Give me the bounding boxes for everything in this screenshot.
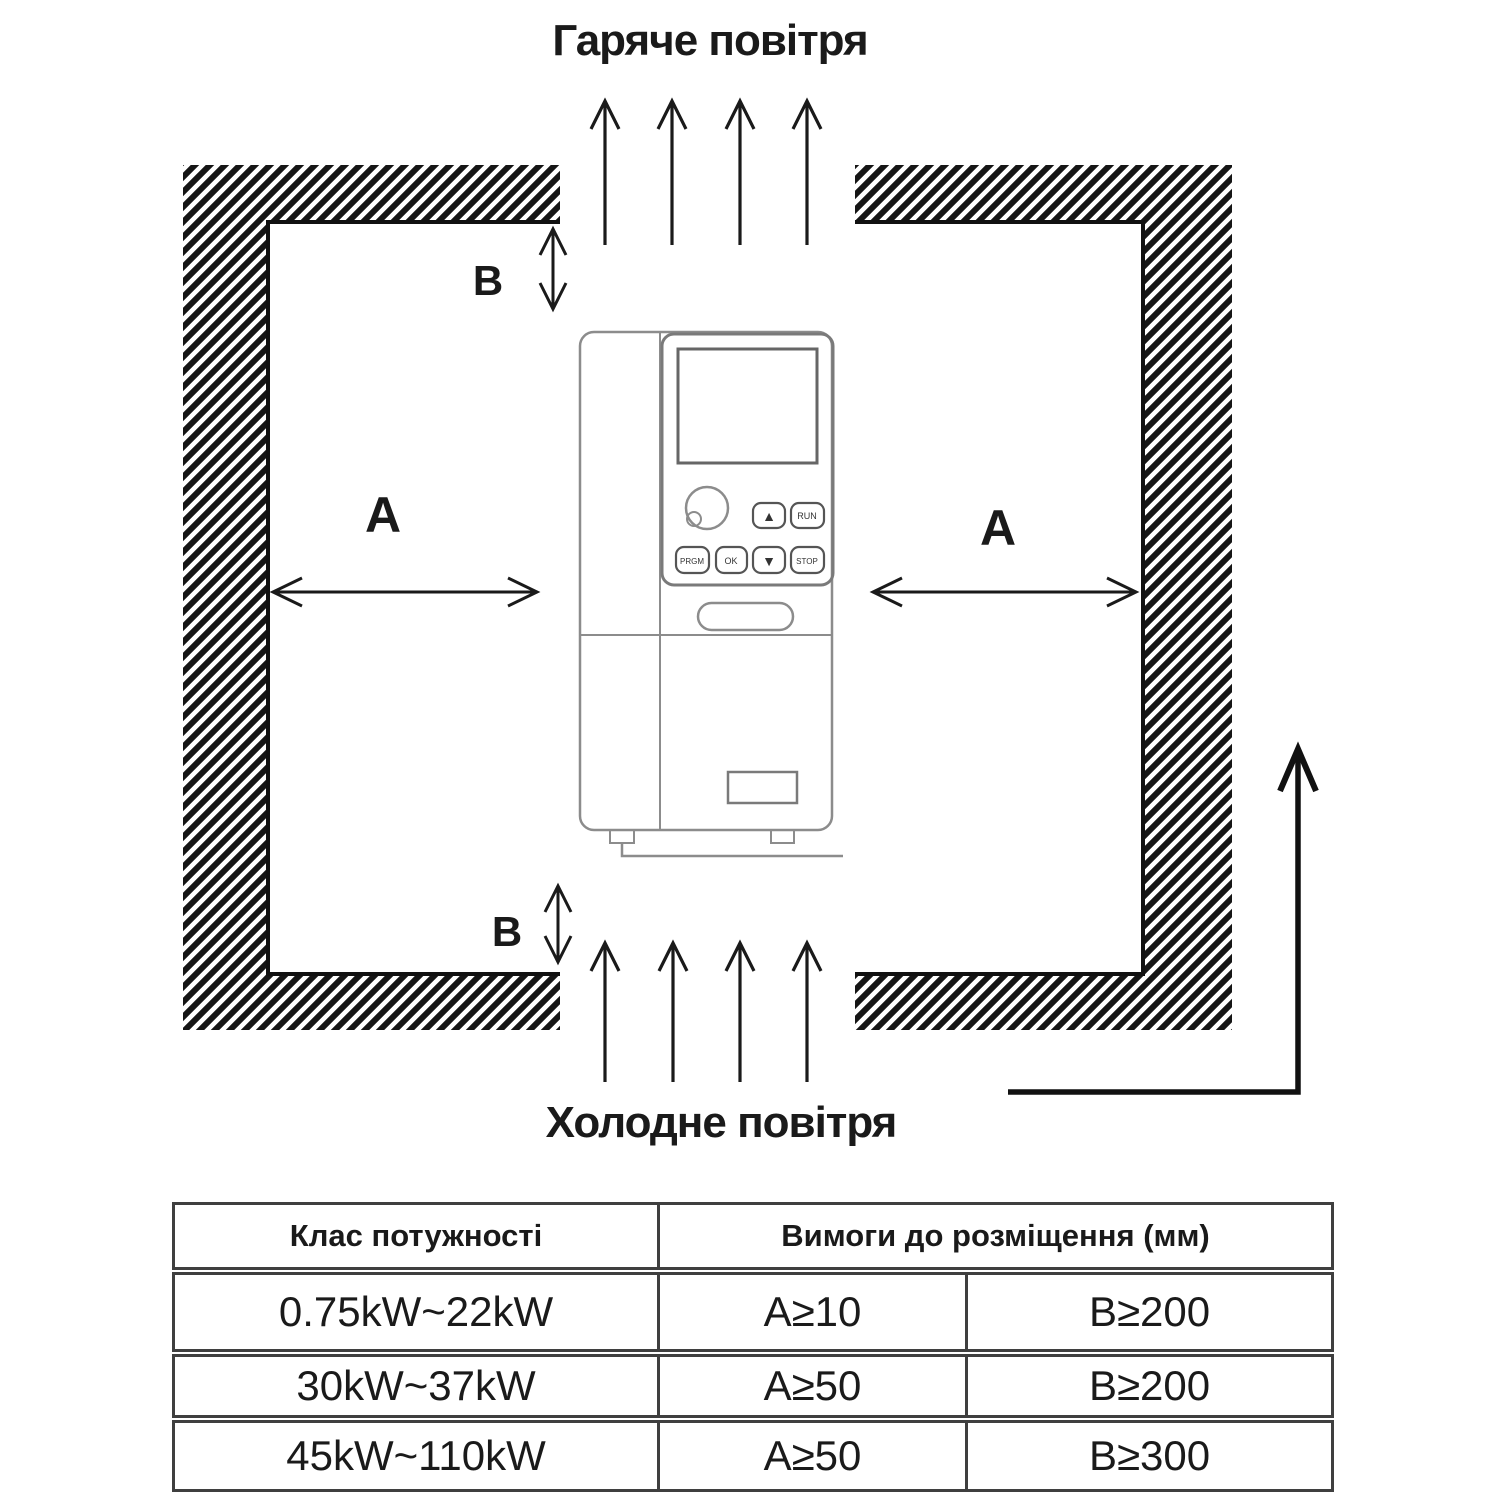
up-arrow-icon (726, 943, 754, 1082)
up-arrow-icon (658, 101, 686, 245)
up-arrow-icon: ▲ (762, 508, 776, 524)
device-base (622, 844, 843, 856)
cell-power-class: 0.75kW~22kW (174, 1271, 659, 1353)
up-arrow-icon (659, 943, 687, 1082)
header-placement-requirements: Вимоги до розміщення (мм) (659, 1204, 1333, 1272)
device-foot-left (610, 830, 634, 843)
placement-requirements-table (172, 1202, 1334, 1492)
table-row (174, 1419, 1333, 1491)
clearance-label-b-bottom: B (491, 908, 523, 955)
inverter-device (580, 332, 843, 856)
cell-clearance-b: B≥300 (967, 1419, 1333, 1491)
device-foot-right (771, 830, 794, 843)
cell-power-class: 30kW~37kW (174, 1353, 659, 1419)
up-arrow-icon (591, 101, 619, 245)
up-arrow-icon (726, 101, 754, 245)
cold-air-arrows (591, 943, 821, 1082)
clearance-label-b-top: B (472, 257, 504, 304)
cell-clearance-a: A≥50 (659, 1353, 967, 1419)
header-power-class: Клас потужності (174, 1204, 659, 1272)
up-arrow-icon (793, 101, 821, 245)
up-arrow-icon (591, 943, 619, 1082)
cell-clearance-a: A≥10 (659, 1271, 967, 1353)
table-header-row (174, 1204, 1333, 1272)
table-row (174, 1271, 1333, 1353)
clearance-arrow-a-left (273, 578, 537, 606)
cell-clearance-b: B≥200 (967, 1353, 1333, 1419)
up-arrow-icon (793, 943, 821, 1082)
stop-button-label: STOP (796, 557, 818, 566)
clearance-arrow-a-right (873, 578, 1136, 606)
run-button-label: RUN (797, 511, 817, 521)
clearance-label-a-right: A (979, 500, 1017, 556)
display-screen (678, 349, 817, 463)
wall-right (855, 165, 1232, 1030)
down-arrow-icon: ▼ (762, 553, 776, 569)
hot-air-title: Гаряче повітря (552, 16, 868, 65)
hot-air-arrows (591, 101, 821, 245)
table-row (174, 1353, 1333, 1419)
cell-clearance-a: A≥50 (659, 1419, 967, 1491)
ok-button-label: OK (724, 556, 738, 566)
clearance-label-a-left: A (364, 487, 402, 543)
cell-power-class: 45kW~110kW (174, 1419, 659, 1491)
cold-air-title: Холодне повітря (545, 1098, 897, 1147)
prgm-button-label: PRGM (680, 557, 704, 566)
clearance-arrow-b-top (540, 229, 566, 309)
cell-clearance-b: B≥200 (967, 1271, 1333, 1353)
